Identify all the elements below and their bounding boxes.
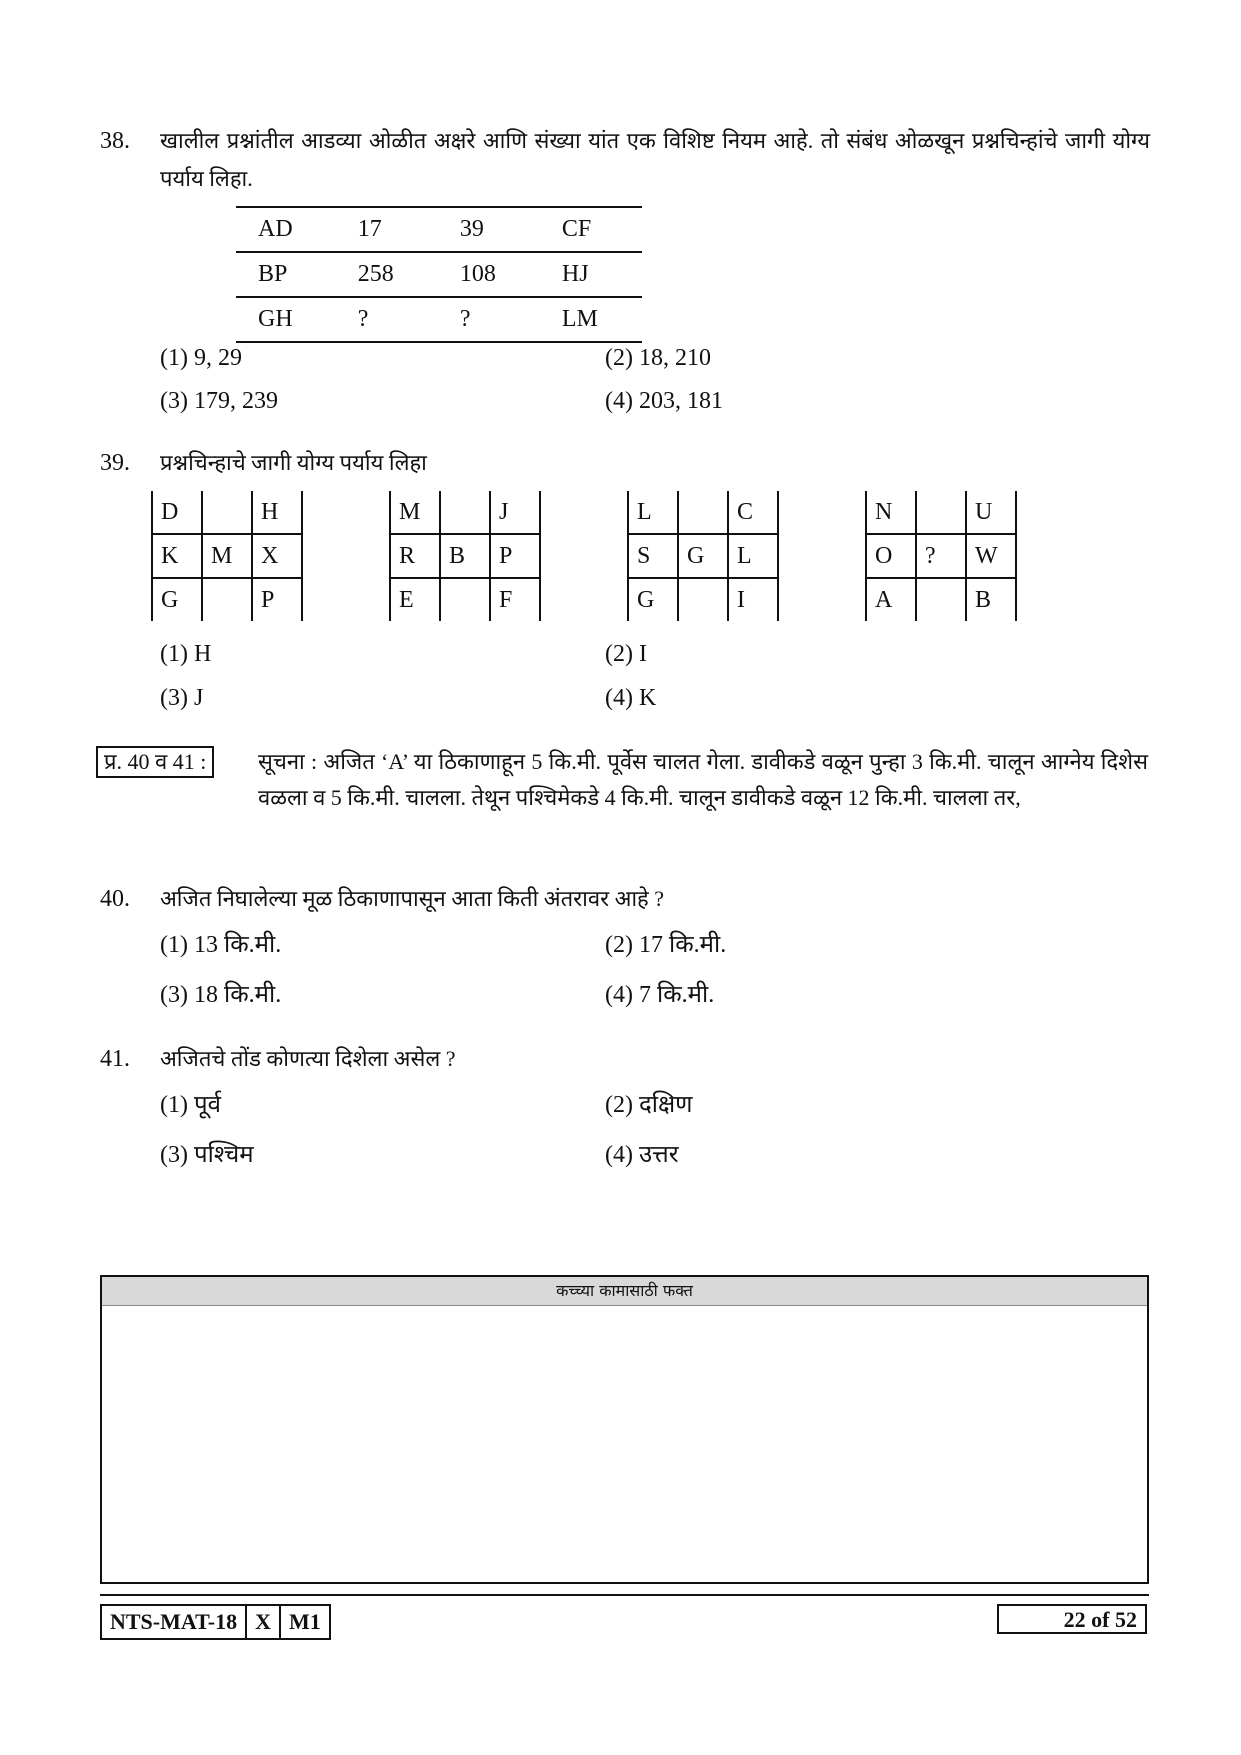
grid-cell: B [440, 534, 490, 578]
grid-cell [678, 491, 728, 534]
footer-divider [100, 1594, 1149, 1596]
option-1[interactable]: (1) 9, 29 [160, 345, 242, 371]
letter-grid-3 [627, 491, 779, 621]
table-row [236, 252, 642, 297]
instruction-label: प्र. 40 व 41 : [96, 744, 214, 780]
table-cell: GH [236, 297, 336, 342]
grid-cell: U [966, 491, 1016, 534]
grid-cell: G [152, 578, 202, 621]
grid-cell: N [866, 491, 916, 534]
question-text: प्रश्नचिन्हाचे जागी योग्य पर्याय लिहा [160, 450, 427, 475]
grid-cell: L [628, 491, 678, 534]
option-3[interactable]: (3) 179, 239 [160, 388, 278, 414]
grid-cell [440, 578, 490, 621]
option-4[interactable]: (4) K [605, 685, 657, 711]
table-cell: HJ [540, 252, 642, 297]
option-2[interactable]: (2) 17 कि.मी. [605, 932, 727, 958]
option-1[interactable]: (1) 13 कि.मी. [160, 932, 282, 958]
grid-cell: C [728, 491, 778, 534]
grid-cell [440, 491, 490, 534]
option-2[interactable]: (2) I [605, 641, 647, 667]
grid-cell: X [252, 534, 302, 578]
paper-code-main: NTS-MAT-18 [101, 1605, 246, 1639]
grid-cell: S [628, 534, 678, 578]
question-39 [100, 444, 1150, 482]
grid-cell: E [390, 578, 440, 621]
grid-cell [202, 578, 252, 621]
table-cell: ? [438, 297, 540, 342]
option-2[interactable]: (2) दक्षिण [605, 1092, 693, 1118]
table-cell: ? [336, 297, 438, 342]
page-number: 22 of 52 [997, 1604, 1147, 1634]
paper-code-class: X [246, 1605, 280, 1639]
rough-work-header: कच्च्या कामासाठी फक्त [102, 1277, 1147, 1306]
rough-work-box [100, 1275, 1149, 1584]
option-4[interactable]: (4) 203, 181 [605, 388, 723, 414]
option-4[interactable]: (4) उत्तर [605, 1142, 679, 1168]
table-cell: 108 [438, 252, 540, 297]
grid-cell: P [490, 534, 540, 578]
grid-cell: M [202, 534, 252, 578]
question-40 [100, 880, 1150, 918]
question-text: खालील प्रश्नांतील आडव्या ओळीत अक्षरे आणि संख्या यांत एक विशिष्ट नियम आहे. तो संबंध ओळखून प्रश्नचिन्हांचे जागी योग्य पर्याय लिहा. [160, 128, 1150, 191]
instruction-text: सूचना : अजित ‘A’ या ठिकाणाहून 5 कि.मी. पूर्वेस चालत गेला. डावीकडे वळून पुन्हा 3 कि.मी. चालून आग्नेय दिशेस वळला व 5 कि.मी. चालला. तेथून पश्चिमेकडे 4 कि.मी. चालून डावीकडे वळून 12 कि.मी. चालला तर, [258, 749, 1148, 810]
question-number: 41. [100, 1046, 130, 1072]
table-cell: AD [236, 207, 336, 252]
grid-cell: W [966, 534, 1016, 578]
grid-cell: G [628, 578, 678, 621]
option-3[interactable]: (3) J [160, 685, 204, 711]
table-cell: LM [540, 297, 642, 342]
option-1[interactable]: (1) H [160, 641, 212, 667]
grid-cell: H [252, 491, 302, 534]
grid-cell: B [966, 578, 1016, 621]
option-2[interactable]: (2) 18, 210 [605, 345, 711, 371]
option-3[interactable]: (3) पश्चिम [160, 1142, 254, 1168]
grid-cell [916, 491, 966, 534]
grid-cell: M [390, 491, 440, 534]
letter-grid-4 [865, 491, 1017, 621]
grid-cell: P [252, 578, 302, 621]
q38-table [236, 206, 642, 343]
table-cell: 258 [336, 252, 438, 297]
option-3[interactable]: (3) 18 कि.मी. [160, 982, 282, 1008]
grid-cell [916, 578, 966, 621]
question-text: अजितचे तोंड कोणत्या दिशेला असेल ? [160, 1046, 456, 1071]
letter-grid-2 [389, 491, 541, 621]
table-cell: 17 [336, 207, 438, 252]
grid-cell: F [490, 578, 540, 621]
table-cell: CF [540, 207, 642, 252]
table-cell: BP [236, 252, 336, 297]
question-number: 40. [100, 886, 130, 912]
table-row [236, 297, 642, 342]
option-4[interactable]: (4) 7 कि.मी. [605, 982, 715, 1008]
grid-cell [678, 578, 728, 621]
grid-cell [202, 491, 252, 534]
grid-cell: A [866, 578, 916, 621]
question-number: 38. [100, 128, 130, 154]
question-text: अजित निघालेल्या मूळ ठिकाणापासून आता किती अंतरावर आहे ? [160, 886, 664, 911]
grid-cell: D [152, 491, 202, 534]
paper-code [100, 1604, 331, 1640]
grid-cell: J [490, 491, 540, 534]
grid-cell: R [390, 534, 440, 578]
question-number: 39. [100, 450, 130, 476]
grid-cell: G [678, 534, 728, 578]
table-row [236, 207, 642, 252]
grid-cell: I [728, 578, 778, 621]
option-1[interactable]: (1) पूर्व [160, 1092, 221, 1118]
grid-cell: L [728, 534, 778, 578]
letter-grid-1 [151, 491, 303, 621]
grid-cell: K [152, 534, 202, 578]
paper-code-medium: M1 [280, 1605, 330, 1639]
table-cell: 39 [438, 207, 540, 252]
grid-cell: ? [916, 534, 966, 578]
question-41 [100, 1040, 1150, 1078]
question-38 [100, 122, 1150, 198]
grid-cell: O [866, 534, 916, 578]
